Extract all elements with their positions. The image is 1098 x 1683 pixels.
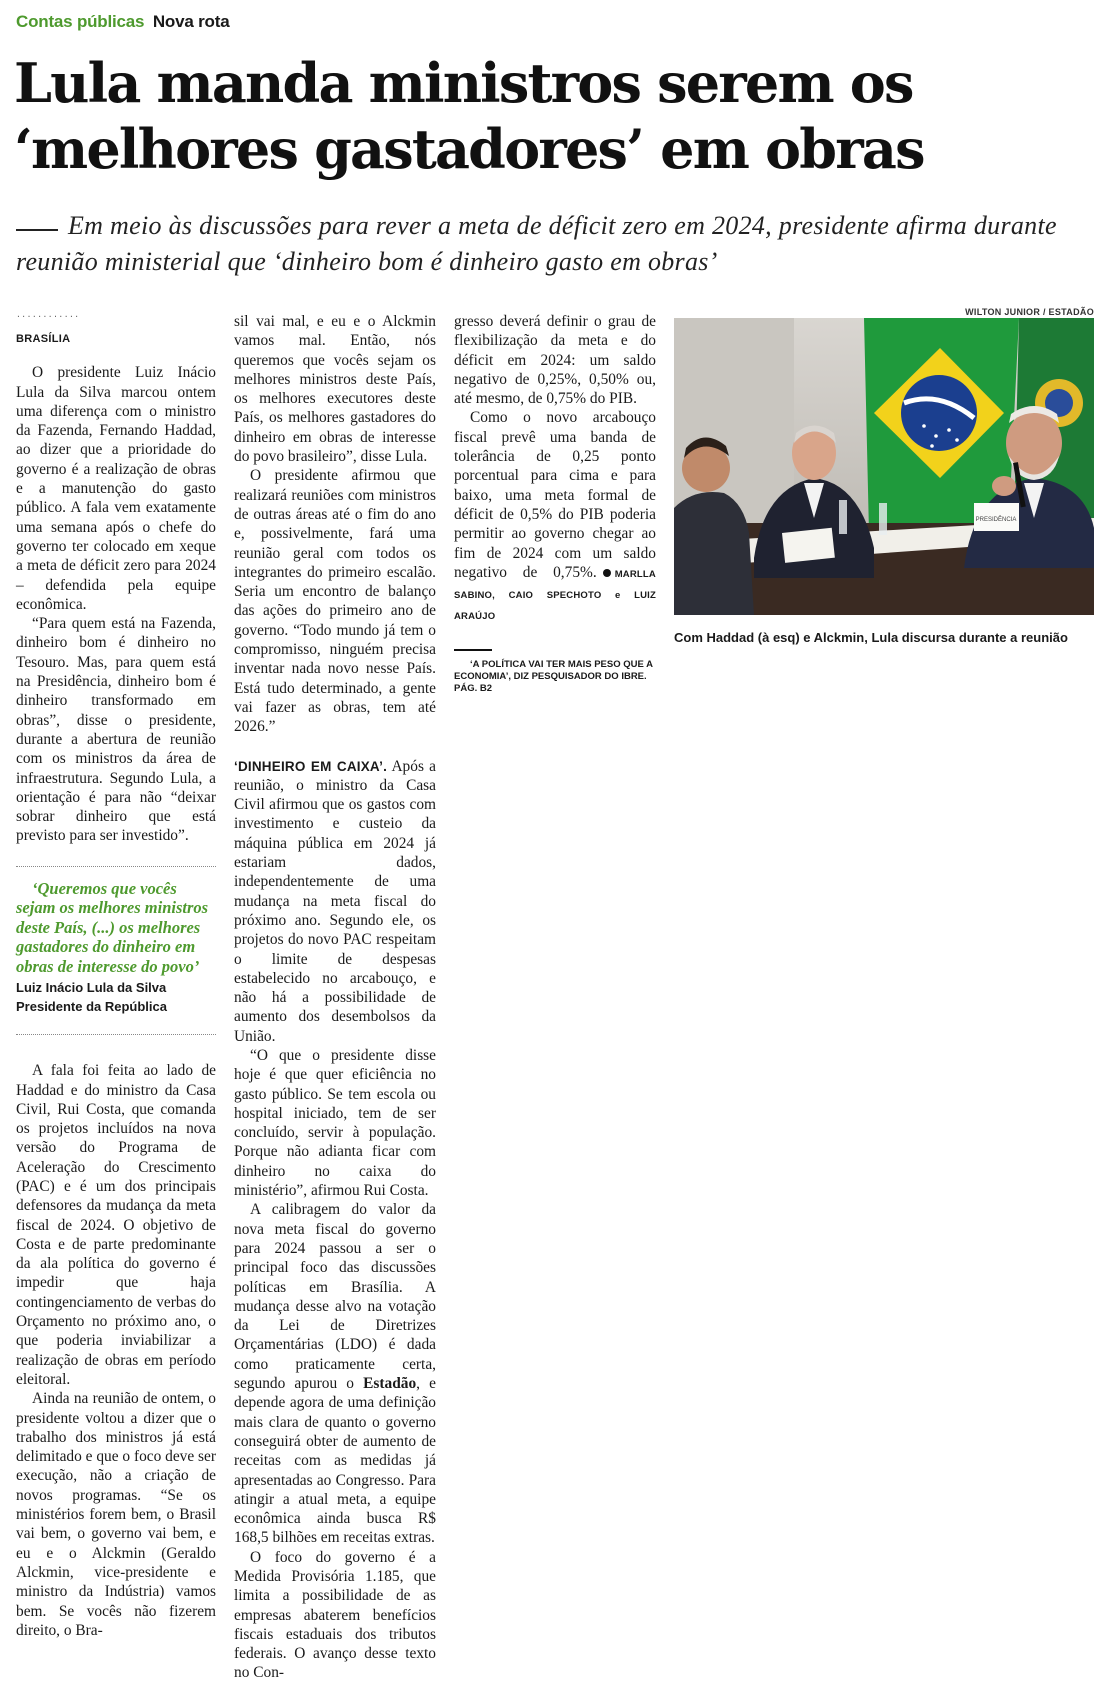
pull-quote-author-title: Presidente da República bbox=[16, 999, 167, 1015]
standfirst-text: Em meio às discussões para rever a meta de déficit zero em 2024, presidente afirma durante reunião ministerial que ‘dinheiro bom é dinheiro gasto em obras’ bbox=[16, 211, 1057, 276]
placard-text: PRESIDÊNCIA bbox=[975, 517, 1017, 523]
body-paragraph: “O que o presidente disse hoje é que quer eficiência no gasto público. Se tem escola ou hospital iniciado, tem de ser concluído, servir à população. Porque não adianta ficar com dinheiro no caixa do ministério”, afirmou Rui Costa. bbox=[234, 1046, 436, 1200]
crosshead: ‘DINHEIRO EM CAIXA’. bbox=[234, 758, 388, 774]
body-paragraph bbox=[234, 1200, 436, 1547]
byline: MARLLA SABINO, CAIO SPECHOTO e LUIZ ARAÚJO bbox=[454, 568, 656, 623]
pull-quote-author-name: Luiz Inácio Lula da Silva bbox=[16, 980, 167, 996]
dateline: BRASÍLIA bbox=[16, 333, 71, 345]
water-bottle-icon bbox=[839, 500, 847, 534]
bullet-icon bbox=[603, 569, 611, 577]
article-column-1 bbox=[16, 312, 216, 1640]
body-paragraph: “Para quem está na Fazenda, dinheiro bom é dinheiro no Tesouro. Mas, para quem está na Presidência, dinheiro bom é dinheiro transformado em obras”, disse o presidente, durante a abertura de reunião com os ministros da área de infraestrutura. Segundo Lula, a orientação é para não “deixar sobrar dinheiro que está previsto para ser investido”. bbox=[16, 615, 216, 845]
body-paragraph: A fala foi feita ao lado de Haddad e do ministro da Casa Civil, Rui Costa, que comanda os projetos incluídos na nova versão do Programa de Aceleração do Crescimento (PAC) e é um dos principais defensores da mudança da meta fiscal de 2024. O objetivo de Costa e de parte predominante da ala política do governo é impedir que haja contingenciamento de verbas do Orçamento no próximo ano, o que poderia inviabilizar a realização de obras em período eleitoral. bbox=[16, 1062, 216, 1388]
body-paragraph bbox=[454, 408, 656, 626]
section-kicker bbox=[16, 12, 229, 32]
newspaper-name: Estadão bbox=[363, 1375, 417, 1393]
photo-credit: WILTON JUNIOR / ESTADÃO bbox=[965, 307, 1094, 317]
pull-quote-text: ‘Queremos que vocês sejam os melhores ministros deste País, (...) os melhores gastadores do dinheiro em obras de interesse do povo’ bbox=[16, 878, 209, 976]
related-rule bbox=[454, 649, 492, 651]
pull-quote bbox=[16, 866, 216, 1036]
news-photo bbox=[674, 318, 1094, 615]
standfirst bbox=[16, 208, 1086, 280]
crosshead-text: Após a reunião, o ministro da Casa Civil afirmou que os gastos com investimento e custeio da máquina pública em 2024 já estariam dados, independentemente de uma mudança na meta fiscal do próximo ano. Segundo ele, os projetos do novo PAC respeitam o limite de despesas estabelecido no arcabouço, e não há a possibilidade de aumento dos desembolsos da União. bbox=[234, 757, 436, 1045]
body-paragraph: O presidente Luiz Inácio Lula da Silva marcou ontem uma diferença com o ministro da Fazenda, Fernando Haddad, ao dizer que a prioridade do governo é a realização de obras e a manutenção do gasto público. A fala vem exatamente uma semana após o chefe do governo ter colocado em xeque a meta de déficit zero para 2024 – defendida pela equipe econômica. bbox=[16, 364, 216, 613]
photo-illustration bbox=[674, 318, 1094, 615]
subsection-label: Nova rota bbox=[152, 12, 230, 31]
article-column-3 bbox=[454, 312, 656, 695]
water-bottle-icon bbox=[879, 503, 887, 535]
body-paragraph: Ainda na reunião de ontem, o presidente voltou a dizer que o trabalho dos ministros já está delimitado e que o foco deve ser execução, não a criação de novos programas. “Se os ministérios forem bem, o Brasil vai bem, o governo vai bem, e eu e o Alckmin (Geraldo Alckmin, vice-presidente e ministro da Indústria) vamos bem. Se vocês não fizerem direito, o Bra- bbox=[16, 1390, 217, 1639]
body-text: A calibragem do valor da nova meta fiscal do governo para 2024 passou a ser o principal foco das discussões políticas em Brasília. A mudança desse alvo na votação da Lei de Diretrizes Orçamentárias (LDO) é dada como praticamente certa, segundo apurou o bbox=[234, 1201, 436, 1393]
headline: Lula manda ministros serem os ‘melhores gastadores’ em obras bbox=[14, 51, 924, 181]
related-link[interactable]: ‘A POLÍTICA VAI TER MAIS PESO QUE A ECONOMIA’, DIZ PESQUISADOR DO IBRE. PÁG. B2 bbox=[454, 658, 653, 694]
photo-caption: Com Haddad (à esq) e Alckmin, Lula discursa durante a reunião bbox=[674, 630, 1068, 645]
article-column-2 bbox=[234, 312, 436, 1683]
body-paragraph: O foco do governo é a Medida Provisória 1.185, que limita a possibilidade de as empresas abaterem benefícios fiscais estaduais dos tributos federais. O avanço desse texto no Con- bbox=[234, 1548, 436, 1682]
standfirst-rule bbox=[16, 229, 58, 231]
body-paragraph: O presidente afirmou que realizará reuniões com ministros de outras áreas até o fim do ano e, possivelmente, fará uma reunião geral com todos os integrantes do primeiro escalão. Seria um encontro de balanço das ações do primeiro ano de governo. “Todo mundo já tem o compromisso, ninguém precisa inventar nada novo nesse País. Está tudo determinado, a gente vai fazer as obras, tem até 2026.” bbox=[234, 467, 436, 736]
section-label[interactable]: Contas públicas bbox=[16, 12, 145, 31]
body-paragraph: gresso deverá definir o grau de flexibilização da meta e do déficit em 2024: um saldo negativo de 0,25%, 0,50% ou, até mesmo, de 0,75% do PIB. bbox=[454, 313, 656, 408]
body-text: , e depende agora de uma definição mais clara de quanto o governo conseguirá obter de aumento de receitas com as medidas já apresentadas ao Congresso. Para atingir a atual meta, a equipe econômica ainda busca R$ 168,5 bilhões em receitas extras. bbox=[234, 1375, 436, 1547]
body-text: Como o novo arcabouço fiscal prevê uma banda de tolerância de 0,25 ponto porcentual para cima e para baixo, uma meta formal de déficit de 0,5% do PIB poderia permitir ao governo chegar ao fim de 2024 com um saldo negativo de 0,75%. bbox=[454, 409, 656, 581]
paper-icon bbox=[782, 528, 835, 563]
body-paragraph: sil vai mal, e eu e o Alckmin vamos mal. Então, nós queremos que vocês sejam os melhores ministros deste País, os melhores executores deste País, os melhores gastadores do dinheiro em obras de interesse do povo brasileiro”, disse Lula. bbox=[234, 313, 436, 466]
dotted-marker: ............ bbox=[16, 311, 80, 320]
crosshead-paragraph bbox=[234, 757, 436, 1046]
